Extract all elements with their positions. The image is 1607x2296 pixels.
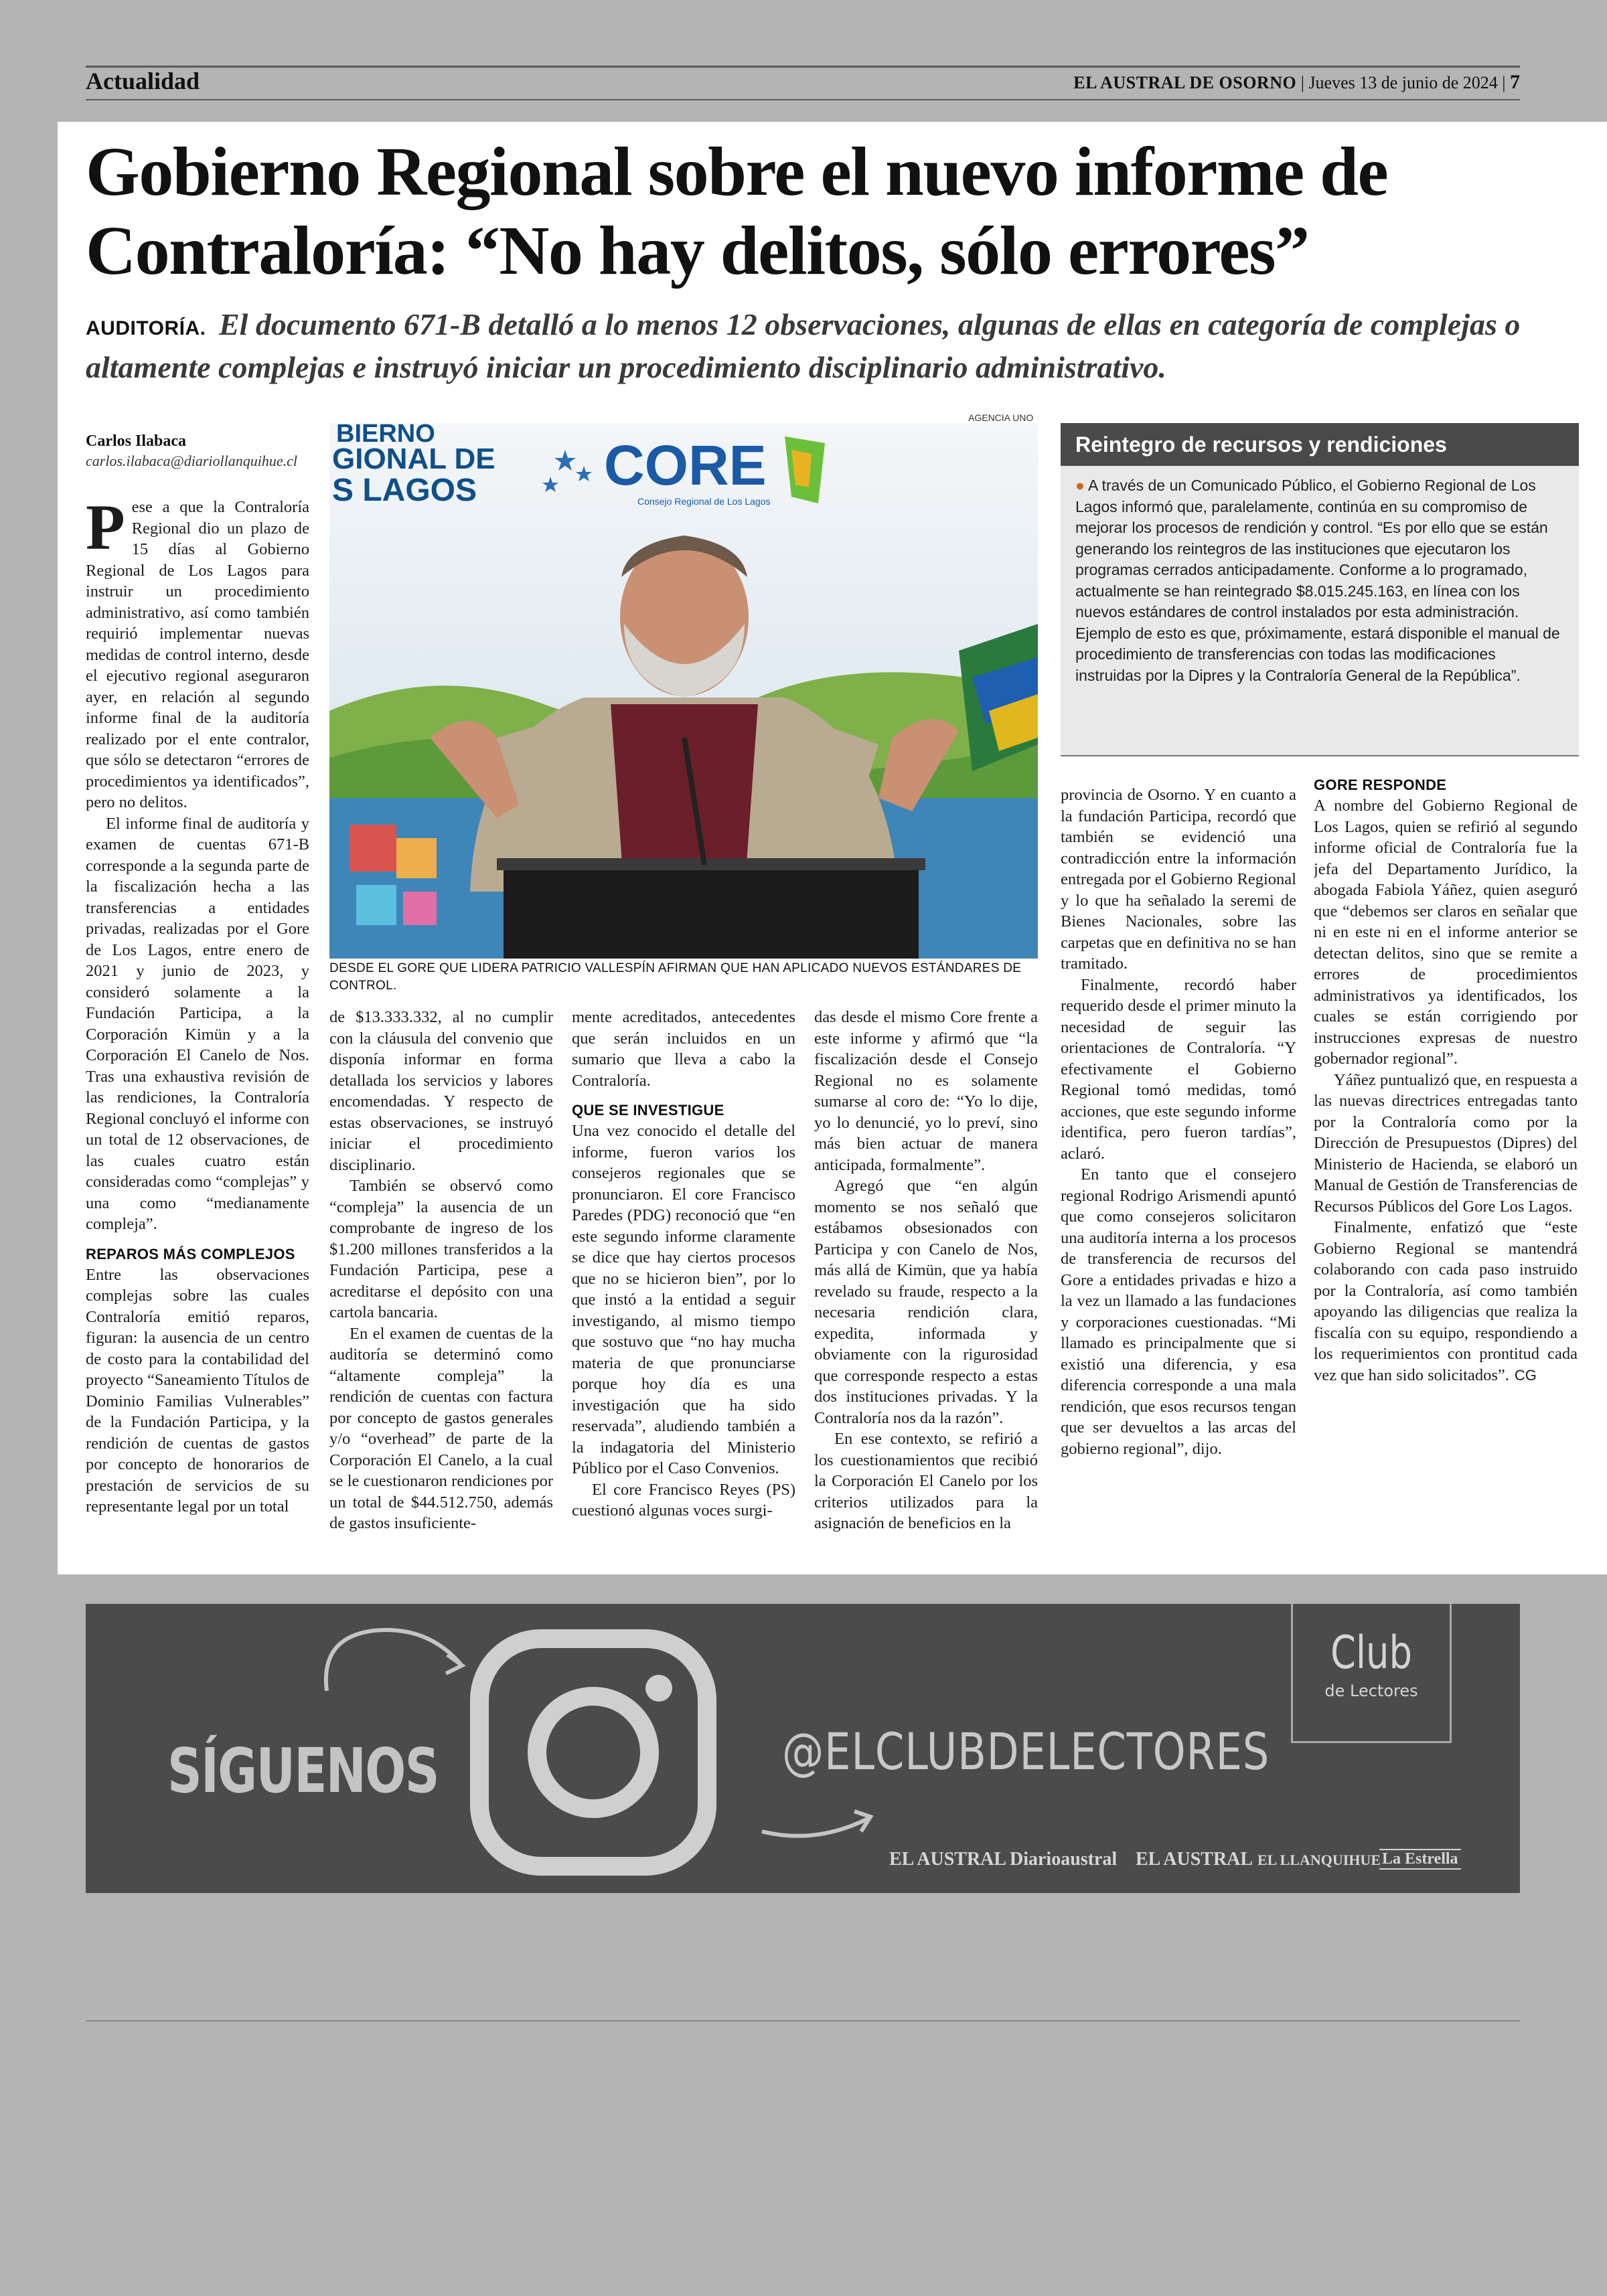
masthead — [1073, 71, 1520, 94]
column-1 — [86, 497, 309, 1568]
byline — [86, 431, 313, 471]
core-logo: CORE — [604, 434, 767, 497]
paragraph: de $13.333.332, al no cumplir con la cláusula del convenio que disponía informar en forma detallada los servicios y labores encomendadas. Y respecto de estas observaciones, se instruyó iniciar el procedimiento disciplinario. — [329, 1008, 553, 1174]
author-name: Carlos Ilabaca — [86, 432, 186, 450]
column-4 — [814, 1007, 1038, 1569]
sidebar-text: A través de un Comunicado Público, el Gobierno Regional de Los Lagos informó que, paralelamente, continúa en su compromiso de mejorar los procesos de rendición y control. “Es por ello que se están generando los reintegros de las instituciones que ejecutaron los programas cerrados anticipadamente. Conforme a lo programado, actualmente se han reintegrado $8.015.245.163, en línea con los nuevos estándares de control instalados por esta administración. Ejemplo de esto es que, próximamente, estará disponible el manual de procedimiento de transferencias con todas las modificaciones instruidas por la Dipres y la Contraloría General de la República”. — [1075, 477, 1560, 684]
column-2 — [329, 1007, 553, 1569]
lead-text: El documento 671-B detalló a lo menos 12 observaciones, algunas de ellas en categoría de complejas o altamente complejas e instruyó iniciar un procedimiento disciplinario administrativo. — [86, 307, 1521, 384]
brand-logo: La Estrella — [1379, 1849, 1461, 1870]
drop-cap: P — [86, 497, 125, 563]
paragraph: Una vez conocido el detalle del informe, fueron varios los consejeros regionales que se pronunciaron. El core Francisco Paredes (PDG) reconoció que “en este segundo informe claramente se dice que hay ciertos procesos que no se hicieron bien”, por lo que instó a la entidad a seguir investigando, al mismo tiempo que sostuvo que “no hay mucha materia de que pronunciarse porque hoy día es una investigación que ha sido reservada”, aludiendo también a la indagatoria del Ministerio Público por el Caso Convenios. — [572, 1122, 795, 1477]
photo-credit: AGENCIA UNO — [968, 412, 1034, 423]
curved-arrow-icon — [313, 1617, 474, 1698]
paragraph: También se observó como “compleja” la ausencia de un comprobante de ingreso de los $1.200 millones transferidos a la Fundación Participa, pese a acreditarse el depósito con una cartola bancaria. — [329, 1177, 553, 1321]
sidebar-title: Reintegro de recursos y rendiciones — [1061, 423, 1579, 466]
article — [58, 122, 1607, 1574]
photo-banner-line2: GIONAL DE — [332, 442, 495, 475]
lead-paragraph — [86, 305, 1586, 387]
headline: Gobierno Regional sobre el nuevo informe de Contraloría: “No hay delitos, sólo errores” — [86, 133, 1388, 289]
sidebar-rule — [1061, 755, 1579, 756]
core-logo-sub: Consejo Regional de Los Lagos — [637, 496, 771, 507]
paragraph: mente acreditados, antecedentes que serán incluidos en un sumario que lleva a cabo la Contraloría. — [572, 1008, 795, 1090]
page-header — [86, 67, 1520, 98]
column-6 — [1314, 775, 1578, 1569]
paragraph: Yáñez puntualizó que, en respuesta a las nuevas directrices entregadas tanto por la Contraloría como por la Dirección de Presupuestos (Dipres) del Ministerio de Hacienda, se elaboró un Manual de Gestión de Transferencias de Recursos Públicos del Gore Los Lagos. — [1314, 1070, 1578, 1216]
footer-rule — [86, 2020, 1520, 2022]
paragraph: das desde el mismo Core frente a este informe y afirmó que “la fiscalización desde el Consejo Regional no es solamente sumarse al coro de: “Yo lo dije, yo lo denuncié, yo lo preví, sino más bien actuar de manera anticipada, formalmente”. — [814, 1008, 1038, 1174]
paragraph: El informe final de auditoría y examen de cuentas 671-B corresponde a la segunda parte de la fiscalización hecha a las transferencias a entidades privadas, realizadas por el Gore de Los Lagos, entre enero de 2021 y junio de 2023, y consideró solamente a la Fundación Participa, a la Corporación Kimün y a la Corporación El Canelo de Nos. Tras una exhaustiva revisión de las rendiciones, la Contraloría Regional concluyó el informe con un total de 12 observaciones, de las cuales cuatro están consideradas como “complejas” y una como “medianamente compleja”. — [86, 814, 309, 1233]
page-number: 7 — [1510, 71, 1520, 93]
club-name: Club — [1330, 1627, 1413, 1679]
sidebar-box — [1061, 423, 1579, 755]
promo-banner[interactable] — [86, 1604, 1520, 1893]
photo-illustration — [329, 423, 1038, 959]
paragraph: Finalmente, enfatizó que “este Gobierno Regional se mantendrá colaborando con cada paso instruido por la Contraloría, así como también apoyando las diligencias que realiza la fiscalía con su equipo, respondiendo a los requerimientos con prontitud cada vez que han sido solicitados”. CG — [1314, 1218, 1578, 1384]
instagram-handle[interactable]: @ELCLUBDELECTORES — [782, 1722, 1270, 1781]
section-label: Actualidad — [86, 68, 200, 94]
paragraph: El core Francisco Reyes (PS) cuestionó algunas voces surgi- — [572, 1480, 795, 1520]
bullet-icon: ● — [1075, 477, 1085, 494]
author-email[interactable]: carlos.ilabaca@diariollanquihue.cl — [86, 453, 297, 469]
brand-logos — [889, 1849, 1492, 1876]
subhead-reparos: REPAROS MÁS COMPLEJOS — [86, 1245, 295, 1262]
paragraph: A nombre del Gobierno Regional de Los Lagos, quien se refirió al segundo informe oficial de Contraloría fue la jefa del Departamento Jurídico, la abogada Fabiola Yáñez, quien aseguró que “debemos ser claros en señalar que ni en este ni en el informe anterior se detectan delitos, sino que se remite a errores de procedimientos administrativos ya identificados, los cuales se están corrigiendo por instrucciones expresas de nuestro gobernador regional”. — [1314, 797, 1578, 1068]
brand-logo: Diarioaustral — [1010, 1849, 1118, 1870]
paragraph: Finalmente, recordó haber requerido desde el primer minuto la necesidad de seguir las orientaciones de Contraloría. “Y efectivamente el Gobierno Regional tomó medidas, tomó acciones, que este segundo informe identifica, pero fueron tardías”, aclaró. — [1061, 975, 1296, 1163]
masthead-separator: | — [1502, 73, 1510, 92]
issue-date: Jueves 13 de junio de 2024 — [1308, 73, 1498, 92]
paragraph: provincia de Osorno. Y en cuanto a la fundación Participa, recordó que también se evidenció una contradicción entre la información entregada por el Gobierno Regional y lo que ha señalado la seremi de Bienes Nacionales, sobre las carpetas que en definitiva no se han tramitado. — [1061, 786, 1296, 973]
instagram-icon[interactable] — [469, 1628, 718, 1877]
end-mark-icon: CG — [1514, 1366, 1537, 1384]
article-photo — [329, 423, 1038, 959]
photo-banner-line3: S LAGOS — [332, 473, 477, 508]
kicker: AUDITORÍA. — [86, 317, 206, 339]
podium — [504, 865, 919, 959]
club-subtitle: de Lectores — [1324, 1682, 1418, 1700]
publication-name: EL AUSTRAL DE OSORNO — [1073, 73, 1297, 92]
brand-logo: EL LLANQUIHUE — [1257, 1852, 1381, 1868]
column-3 — [572, 1007, 795, 1569]
column-5 — [1061, 785, 1296, 1569]
brand-logo: EL AUSTRAL — [889, 1849, 1007, 1870]
photo-caption: DESDE EL GORE QUE LIDERA PATRICIO VALLESPÍN AFIRMAN QUE HAN APLICADO NUEVOS ESTÁNDARES DE CONTROL. — [329, 961, 1022, 993]
header-bottom-rule — [86, 99, 1520, 100]
paragraph: Agregó que “en algún momento se nos señaló que estábamos obsesionados con Participa y con Canelo de Nos, más allá de Kimün, que ya había revelado su fraude, respecto a la necesaria rendición clara, expedita, informada y obviamente con la rigurosidad que corresponde respecto a estas dos instituciones privadas. Y la Contraloría nos da la razón”. — [814, 1177, 1038, 1427]
paragraph: Entre las observaciones complejas sobre las cuales Contraloría emitió reparos, figuran: la ausencia de un centro de costo para la contabilidad del proyecto “Saneamiento Títulos de Dominio Familias Vulnerables” de la Fundación Participa, y la rendición de cuentas de gastos por concepto de honorarios de prestación de servicios de su representante legal por un total — [86, 1265, 309, 1515]
follow-label: SÍGUENOS — [167, 1735, 439, 1807]
masthead-separator: | — [1300, 73, 1309, 92]
photo-banner-line1: BIERNO — [336, 423, 435, 448]
subhead-investigue: QUE SE INVESTIGUE — [572, 1102, 724, 1119]
club-logo — [1291, 1604, 1452, 1743]
brand-logo: EL AUSTRAL — [1136, 1849, 1253, 1870]
curved-arrow-icon — [755, 1791, 889, 1852]
subhead-gore-responde: GORE RESPONDE — [1314, 776, 1447, 793]
paragraph: En ese contexto, se refirió a los cuestionamientos que recibió la Corporación El Canelo por los criterios utilizados para la asignación de beneficios en la — [814, 1430, 1038, 1532]
paragraph: En el examen de cuentas de la auditoría se determinó como “altamente compleja” la rendición de cuentas con factura por concepto de gastos generales y/o “overhead” de parte de la Corporación El Canelo, a la cual se le cuestionaron rendiciones por un total de $44.512.750, además de gastos insuficiente- — [329, 1324, 553, 1532]
paragraph: En tanto que el consejero regional Rodrigo Arismendi apuntó que como consejeros solicitaron una auditoría interna a los procesos de transferencia de recursos del Gore a entidades privadas e hizo a la vez un llamado a las fundaciones y corporaciones cuestionadas. “Mi llamado es principalmente que si existió una diferencia, y esa diferencia corresponde a una mala rendición, que esos recursos tengan que ser devueltos a las arcas del gobierno regional”, dijo. — [1061, 1165, 1296, 1458]
paragraph: Pese a que la Contraloría Regional dio un plazo de 15 días al Gobierno Regional de Los Lagos para instruir un procedimiento administrativo, así como también requirió implementar nuevas medidas de control interno, desde el ejecutivo regional aseguraron ayer, en relación al segundo informe final de la auditoría realizado por el ente contralor, que sólo se detectaron “errores de procedimientos ya identificados”, pero no delitos. — [86, 497, 309, 811]
sidebar-body — [1075, 475, 1564, 686]
